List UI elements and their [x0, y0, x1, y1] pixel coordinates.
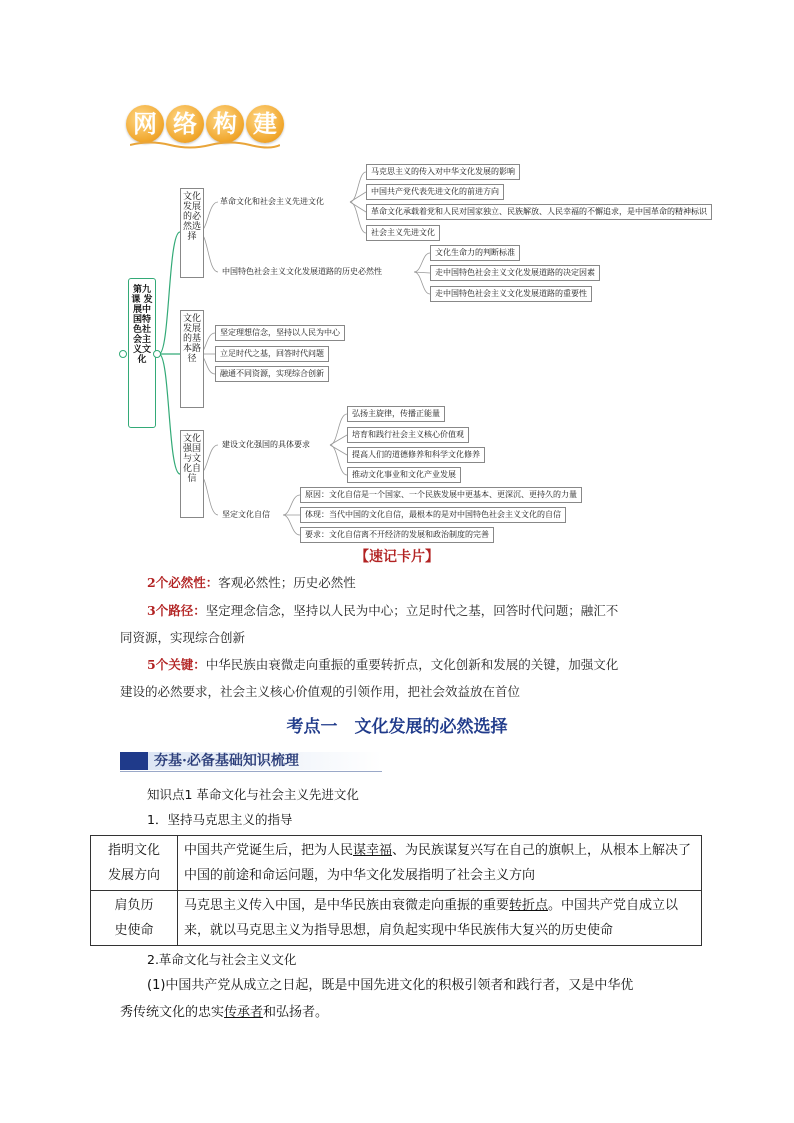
- mindmap-node: 革命文化和社会主义先进文化: [220, 197, 324, 206]
- card-line-3: [147, 652, 687, 678]
- mindmap-leaf: 提高人们的道德修养和科学文化修养: [347, 447, 485, 463]
- mindmap-leaf: 走中国特色社会主义文化发展道路的决定因素: [430, 265, 600, 281]
- table-value: 中国共产党诞生后，把为人民谋幸福、为民族谋复兴写在自己的旗帜上，从根本上解决了中国的前途和命运问题，为中华文化发展指明了社会主义方向: [178, 836, 702, 891]
- card-label: 3个路径：: [147, 603, 206, 618]
- mindmap-leaf: 马克思主义的传入对中华文化发展的影响: [366, 164, 520, 180]
- mindmap-leaf: 社会主义先进文化: [366, 225, 440, 241]
- mindmap-leaf: 推动文化事业和文化产业发展: [347, 467, 461, 483]
- card-text: 坚定理念信念，坚持以人民为中心；立足时代之基，回答时代问题；融汇不: [205, 603, 619, 618]
- body-paragraph-line: 秀传统文化的忠实传承者和弘扬者。: [120, 1005, 329, 1020]
- card-label: 2个必然性：: [147, 575, 219, 590]
- card-label: 5个关键：: [147, 657, 206, 672]
- mindmap-node: 中国特色社会主义文化发展道路的历史必然性: [222, 267, 382, 276]
- body-paragraph-line: (1)中国共产党从成立之日起，既是中国先进文化的积极引领者和践行者，又是中华优: [147, 978, 634, 993]
- section-title: 考点一 文化发展的必然选择: [286, 717, 508, 737]
- table-key: 指明文化 发展方向: [91, 836, 178, 891]
- knowledge-point-heading: 知识点1 革命文化与社会主义先进文化: [147, 787, 359, 802]
- mindmap-leaf: 革命文化承载着党和人民对国家独立、民族解放、人民幸福的不懈追求，是中国革命的精神标识: [366, 204, 712, 220]
- mindmap-leaf: 原因：文化自信是一个国家、一个民族发展中更基本、更深沉、更持久的力量: [300, 487, 582, 503]
- mindmap-leaf: 要求：文化自信离不开经济的发展和政治制度的完善: [300, 527, 494, 543]
- banner-char: 构: [206, 105, 244, 143]
- mindmap-leaf: 体现：当代中国的文化自信，最根本的是对中国特色社会主义文化的自信: [300, 507, 566, 523]
- card-line-2: [147, 598, 687, 624]
- band-title: 夯基·必备基础知识梳理: [154, 753, 299, 769]
- banner-char: 络: [166, 105, 204, 143]
- mindmap-branch-2: 文化发展的基本路径: [180, 310, 204, 408]
- card-text: 中华民族由衰微走向重振的重要转折点，文化创新和发展的关键，加强文化: [205, 657, 619, 672]
- mindmap-leaf: 文化生命力的判断标准: [430, 245, 520, 261]
- subsection-band: [120, 752, 382, 772]
- banner-char: 网: [126, 105, 164, 143]
- mindmap-leaf: 走中国特色社会主义文化发展道路的重要性: [430, 286, 592, 302]
- card-line-3b: 建设的必然要求，社会主义核心价值观的引领作用，把社会效益放在首位: [120, 684, 521, 699]
- mindmap-leaf: 弘扬主旋律，传播正能量: [347, 406, 445, 422]
- mindmap-branch-3: 文化强国与文化自信: [180, 430, 204, 518]
- mindmap-leaf: 融通不同资源，实现综合创新: [215, 366, 329, 382]
- mindmap-root: 第九课 发展中国特色社会主义文化: [128, 278, 156, 428]
- mindmap-leaf: 坚定理想信念，坚持以人民为中心: [215, 325, 345, 341]
- card-line-2b: 同资源，实现综合创新: [120, 630, 246, 645]
- mindmap-branch-1: 文化发展的必然选择: [180, 188, 204, 278]
- table-row: [91, 891, 702, 946]
- table-value: 马克思主义传入中国，是中华民族由衰微走向重振的重要转折点。中国共产党自成立以来，就以马克思主义为指导思想，肩负起实现中华民族伟大复兴的历史使命: [178, 891, 702, 946]
- card-line-1: [147, 570, 687, 596]
- banner-char: 建: [246, 105, 284, 143]
- mindmap-leaf: 中国共产党代表先进文化的前进方向: [366, 184, 504, 200]
- table-row: [91, 836, 702, 891]
- card-text: 客观必然性；历史必然性: [218, 575, 356, 590]
- table-key: 肩负历 史使命: [91, 891, 178, 946]
- card-title: 【速记卡片】: [355, 549, 439, 565]
- collapse-dot-icon: [119, 350, 127, 358]
- mindmap-leaf: 培育和践行社会主义核心价值观: [347, 427, 469, 443]
- guidance-table: [90, 835, 702, 946]
- mindmap-leaf: 立足时代之基，回答时代问题: [215, 346, 329, 362]
- mindmap-node: 建设文化强国的具体要求: [222, 440, 310, 449]
- collapse-dot-icon: [153, 350, 161, 358]
- item-heading: 1．坚持马克思主义的指导: [147, 812, 293, 827]
- item-heading: 2.革命文化与社会主义文化: [147, 952, 297, 967]
- mindmap-node: 坚定文化自信: [222, 510, 270, 519]
